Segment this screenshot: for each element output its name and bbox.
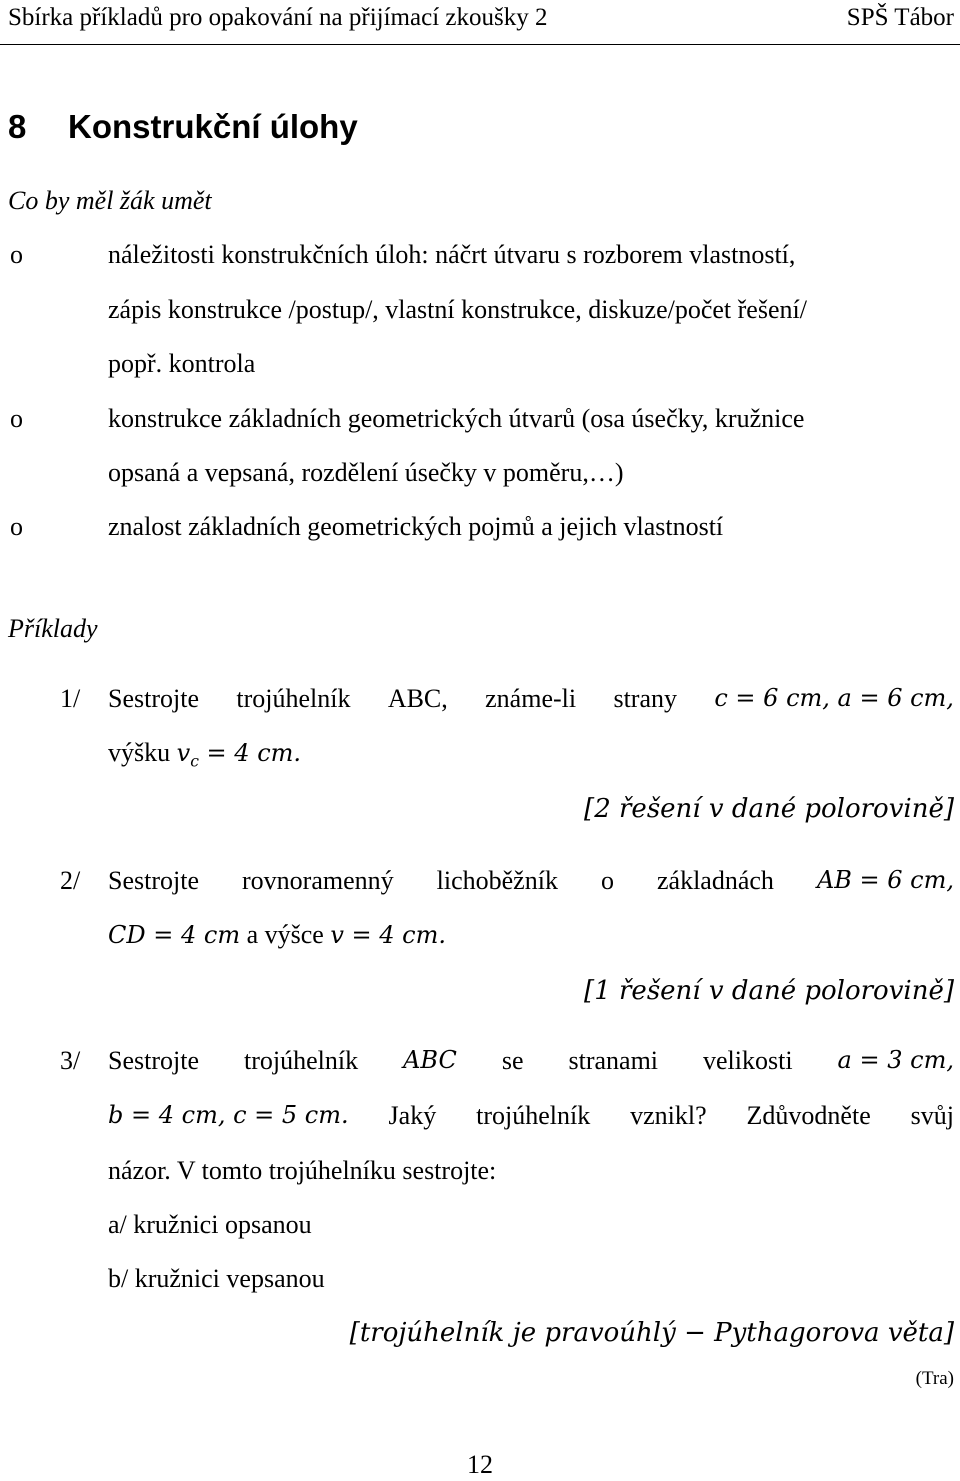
example-3-line-5: b/ kružnici vepsanou bbox=[108, 1264, 325, 1293]
word: strany bbox=[613, 684, 677, 713]
word: se bbox=[501, 1046, 524, 1075]
math-subscript: c bbox=[190, 752, 199, 771]
running-header-school: SPŠ Tábor bbox=[846, 4, 954, 31]
example-3-answer: [trojúhelník je pravoúhlý − Pythagorova věta] bbox=[349, 1318, 954, 1348]
word: Sestrojte bbox=[108, 684, 199, 713]
skill-line: znalost základních geometrických pojmů a jejich vlastností bbox=[108, 512, 724, 541]
example-3-line-2 bbox=[108, 1101, 954, 1131]
math-rest: = 4 cm. bbox=[198, 739, 302, 767]
word: lichoběžník bbox=[436, 866, 558, 895]
skill-line: opsaná a vepsaná, rozdělení úsečky v poměru,…) bbox=[108, 458, 624, 487]
header-divider bbox=[0, 44, 960, 45]
bullet-marker: o bbox=[10, 512, 23, 541]
word: trojúhelník bbox=[243, 1046, 359, 1075]
math-var: v bbox=[176, 739, 191, 767]
math-expression: ABC bbox=[403, 1046, 457, 1074]
example-1-line-2 bbox=[108, 738, 301, 770]
example-2-line-1 bbox=[108, 866, 954, 896]
example-3-line-1 bbox=[108, 1046, 954, 1076]
skill-line: zápis konstrukce /postup/, vlastní konstrukce, diskuze/počet řešení/ bbox=[108, 295, 807, 324]
math-expression: b = 4 cm, c = 5 cm. bbox=[108, 1101, 349, 1129]
word: rovnoramenný bbox=[242, 866, 394, 895]
word: svůj bbox=[910, 1101, 954, 1130]
text: výšku bbox=[108, 738, 171, 767]
skill-line: konstrukce základních geometrických útvarů (osa úsečky, kružnice bbox=[108, 404, 805, 433]
word: Zdůvodněte bbox=[746, 1101, 871, 1130]
example-1-line-1 bbox=[108, 684, 954, 714]
skills-heading: Co by měl žák umět bbox=[8, 186, 212, 215]
example-2-answer: [1 řešení v dané polorovině] bbox=[584, 976, 954, 1006]
word: stranami bbox=[568, 1046, 659, 1075]
bullet-marker: o bbox=[10, 240, 23, 269]
word: základnách bbox=[656, 866, 774, 895]
skill-line: popř. kontrola bbox=[108, 349, 256, 378]
examples-heading: Příklady bbox=[8, 614, 98, 643]
page-number: 12 bbox=[467, 1450, 493, 1479]
word: velikosti bbox=[703, 1046, 793, 1075]
chapter-title: Konstrukční úlohy bbox=[68, 108, 358, 145]
word: známe-li bbox=[485, 684, 577, 713]
example-number: 2/ bbox=[60, 866, 81, 895]
running-header-title: Sbírka příkladů pro opakování na přijímací zkoušky 2 bbox=[8, 4, 548, 31]
example-number: 3/ bbox=[60, 1046, 81, 1075]
math-expression: a = 3 cm, bbox=[837, 1046, 954, 1074]
example-3-line-4: a/ kružnici opsanou bbox=[108, 1210, 312, 1239]
bullet-marker: o bbox=[10, 404, 23, 433]
math-expression: v = 4 cm. bbox=[330, 921, 446, 949]
math-expression bbox=[176, 739, 302, 771]
word: ABC, bbox=[387, 684, 448, 713]
word: trojúhelník bbox=[476, 1101, 591, 1130]
example-3-line-3: názor. V tomto trojúhelníku sestrojte: bbox=[108, 1156, 497, 1185]
word: Sestrojte bbox=[108, 1046, 199, 1075]
text: a výšce bbox=[240, 920, 331, 949]
chapter-heading bbox=[8, 108, 358, 146]
math-expression: AB = 6 cm, bbox=[816, 866, 954, 894]
example-2-line-2 bbox=[108, 920, 446, 950]
example-number: 1/ bbox=[60, 684, 81, 713]
source-tag: (Tra) bbox=[915, 1368, 954, 1389]
word: trojúhelník bbox=[236, 684, 351, 713]
chapter-number: 8 bbox=[8, 108, 27, 145]
math-expression: c = 6 cm, a = 6 cm, bbox=[714, 684, 954, 712]
example-1-answer: [2 řešení v dané polorovině] bbox=[584, 794, 954, 824]
word: o bbox=[600, 866, 614, 895]
word: Jaký bbox=[388, 1101, 437, 1130]
word: vznikl? bbox=[630, 1101, 707, 1130]
math-expression: CD = 4 cm bbox=[108, 921, 241, 949]
skill-line: náležitosti konstrukčních úloh: náčrt útvaru s rozborem vlastností, bbox=[108, 240, 796, 269]
word: Sestrojte bbox=[108, 866, 199, 895]
